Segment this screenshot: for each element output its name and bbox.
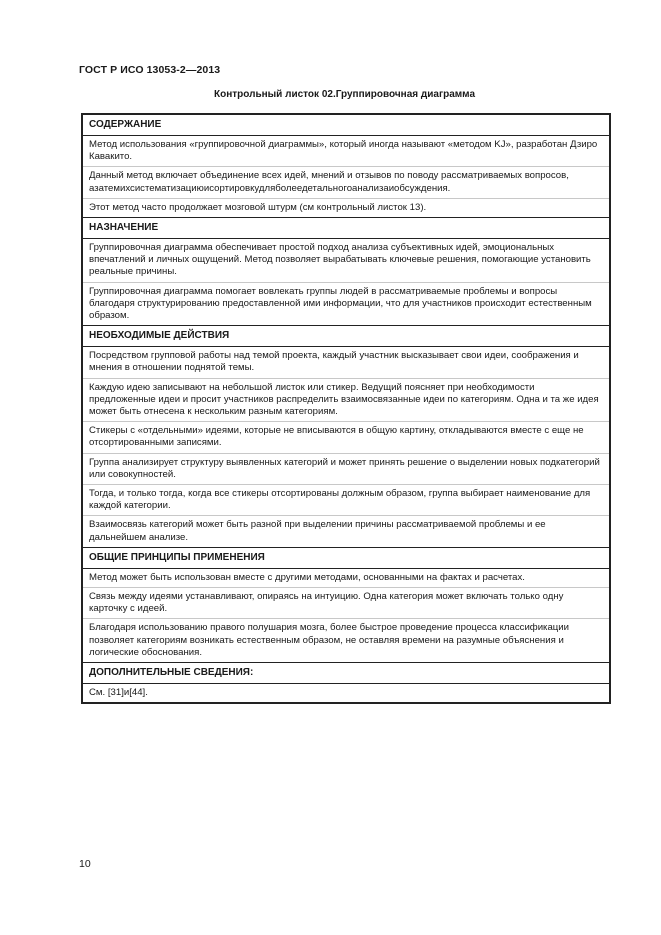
paragraph: Данный метод включает объединение всех идей, мнений и отзывов по поводу рассматриваемых вопросов, азатемихсистематизациюисортировкудляболеедетальногоанализаиобсуждения. bbox=[83, 167, 609, 198]
paragraph: Группа анализирует структуру выявленных категорий и может принять решение о выделении новых подкатегорий или совокупностей. bbox=[83, 454, 609, 485]
checklist-table bbox=[81, 113, 611, 704]
section-heading: ОБЩИЕ ПРИНЦИПЫ ПРИМЕНЕНИЯ bbox=[83, 548, 609, 569]
paragraph: Взаимосвязь категорий может быть разной при выделении причины рассматриваемой проблемы и ее дальнейшем анализе. bbox=[89, 519, 546, 543]
section-heading: НЕОБХОДИМЫЕ ДЕЙСТВИЯ bbox=[83, 326, 609, 347]
section-general-principles bbox=[83, 547, 609, 662]
page-number: 10 bbox=[79, 858, 91, 870]
document-title-wrap bbox=[0, 89, 661, 100]
section-contents bbox=[83, 115, 609, 217]
paragraph: Тогда, и только тогда, когда все стикеры отсортированы должным образом, группа выбирает наименование для каждой категории. bbox=[83, 485, 609, 516]
section-heading: СОДЕРЖАНИЕ bbox=[83, 115, 609, 136]
paragraph: Этот метод часто продолжает мозговой штурм (см контрольный листок 13). bbox=[89, 201, 427, 213]
paragraph: Посредством групповой работы над темой проекта, каждый участник высказывает свои идеи, соображения и мнения в отношении поднятой темы. bbox=[83, 347, 609, 378]
paragraph: Связь между идеями устанавливают, опираясь на интуицию. Одна категория может включать только одну карточку с идеей. bbox=[83, 588, 609, 619]
paragraph: Каждую идею записывают на небольшой листок или стикер. Ведущий поясняет при необходимости предложенные идеи и просит участников распределить взаимосвязанные идеи по категориям. Одна и та же идея может быть отнесена к нескольким разным категориям. bbox=[83, 379, 609, 423]
section-heading: ДОПОЛНИТЕЛЬНЫЕ СВЕДЕНИЯ: bbox=[83, 663, 609, 684]
section-heading: НАЗНАЧЕНИЕ bbox=[83, 218, 609, 239]
section-purpose bbox=[83, 217, 609, 325]
paragraph: См. [31]и[44]. bbox=[89, 687, 148, 699]
paragraph: Группировочная диаграмма обеспечивает простой подход анализа субъективных идей, эмоциональных впечатлений и личных ощущений. Метод позволяет вырабатывать ключевые решения, помогающие установить реальные причины. bbox=[83, 239, 609, 283]
paragraph: Метод может быть использован вместе с другими методами, основанными на фактах и расчетах. bbox=[83, 569, 609, 588]
paragraph: Благодаря использованию правого полушария мозга, более быстрое проведение процесса классификации позволяет категориям возникать естественным образом, не оставляя времени на разумные объяснения и логические обоснования. bbox=[89, 622, 570, 658]
section-required-actions bbox=[83, 325, 609, 547]
paragraph: Стикеры с «отдельными» идеями, которые не вписываются в общую картину, откладываются вместе с еще не отсортированными записями. bbox=[83, 422, 609, 453]
section-additional-info bbox=[83, 662, 609, 702]
paragraph: Группировочная диаграмма помогает вовлекать группы людей в рассматриваемые проблемы и вопросы благодаря структурированию предоставленной ими информации, что для участников происходит естественным образом. bbox=[89, 285, 592, 322]
standard-designation: ГОСТ Р ИСО 13053-2—2013 bbox=[79, 64, 221, 76]
document-title: Контрольный листок 02.Группировочная диаграмма bbox=[213, 89, 476, 100]
paragraph: Метод использования «группировочной диаграммы», который иногда называют «методом KJ», разработан Дзиро Кавакито. bbox=[83, 136, 609, 167]
